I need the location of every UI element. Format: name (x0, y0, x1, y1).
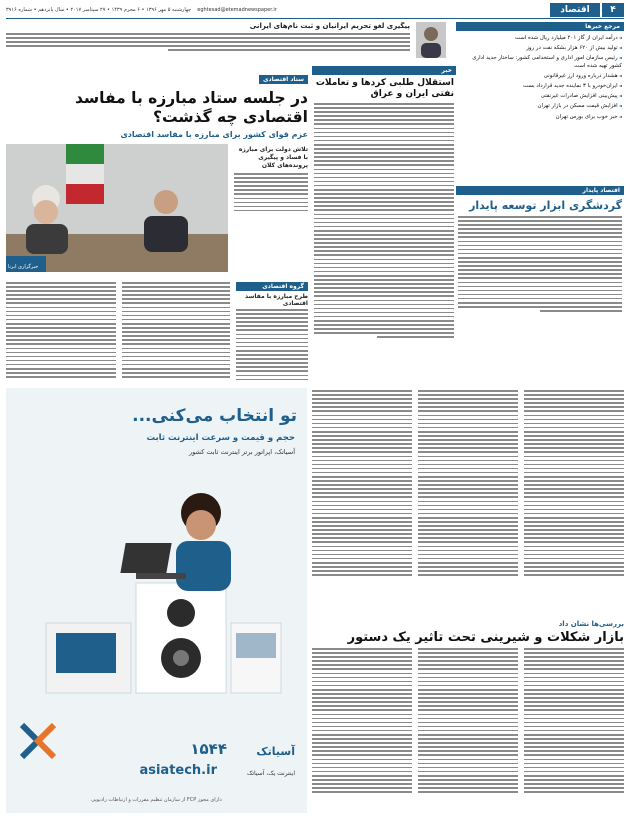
continuation-columns (312, 390, 624, 615)
asiatech-advertisement[interactable] (6, 388, 307, 813)
iran-iraq-section-bar: خبر (312, 66, 456, 75)
meeting-photo-icon (6, 144, 228, 272)
page-header (6, 3, 624, 17)
ad-subtitle: حجم و قیمت و سرعت اینترنت ثابت (146, 433, 295, 443)
bottom-col-1 (524, 648, 624, 793)
page-number: ۴ (602, 3, 624, 17)
side-note-body (234, 173, 308, 211)
ad-title: تو انتخاب می‌کنی... (132, 406, 297, 426)
main-kicker: ستاد اقتصادی (259, 75, 308, 84)
ad-url[interactable]: asiatech.ir (139, 763, 217, 778)
top-story-title: پیگیری لغو تحریم ایرانیان و ثبت نام‌های ایرانی (249, 22, 410, 30)
iran-iraq-title: استقلال طلبی کردها و تعاملات نفتی ایران و عراق (315, 78, 454, 99)
ad-slogan: اینترنت یک، آسیاتک (247, 770, 295, 777)
author-photo (416, 22, 446, 58)
bottom-kicker: بررسی‌ها نشان داد (558, 620, 624, 628)
tourism-section-bar: اقتصاد پایدار (456, 186, 624, 195)
ad-brand: آسیاتک (256, 745, 295, 758)
ad-subtitle-2: آسیاتک، اپراتور برتر اینترنت ثابت کشور (188, 448, 295, 456)
tourism-body (456, 216, 624, 312)
iran-iraq-article (312, 66, 456, 386)
list-item[interactable]: ◄ افزایش قیمت مسکن در بازار تهران (458, 102, 622, 110)
header-email[interactable]: eghtesad@etemadnewspaper.ir (197, 7, 277, 13)
main-story (6, 66, 308, 276)
opinion-box (236, 282, 308, 380)
opinion-section-bar: گروه اقتصادی (236, 282, 308, 291)
ad-footer: دارای مجوز FCP از سازمان تنظیم مقررات و ارتباطات رادیویی (91, 797, 222, 803)
header-divider (6, 18, 624, 19)
bottom-headline: بازار شکلات و شیرینی تحت تاثیر یک دستور (347, 630, 624, 645)
headlines-list (456, 31, 624, 126)
top-story-body (6, 33, 410, 51)
tourism-article (456, 186, 624, 386)
cont-col-2 (418, 390, 518, 576)
opinion-body (236, 309, 308, 380)
main-body-col-3 (6, 282, 116, 378)
bottom-col-3 (312, 648, 412, 793)
headlines-section-bar: مرجع خبرها (456, 22, 624, 31)
list-item[interactable]: ◄ خبر خوب برای بورس تهران (458, 113, 622, 121)
list-item[interactable]: ◄ درآمد ایران از گاز ۲۰۱ میلیارد ریال شده است (458, 34, 622, 42)
ad-phone[interactable]: ۱۵۴۴ (190, 740, 227, 758)
photo-caption: خبرگزاری ایرنا (8, 264, 39, 270)
main-photo (6, 144, 228, 272)
list-item[interactable]: ◄ تولید بیش از ۶۲۰ هزار بشکه نفت در روز (458, 44, 622, 52)
main-subtitle: عزم قوای کشور برای مبارزه با مفاسد اقتصادی (120, 130, 308, 139)
asiatech-logo-icon (18, 721, 58, 761)
cont-col-1 (524, 390, 624, 576)
main-headline: در جلسه ستاد مبارزه با مفاسد اقتصادی چه گذشت؟ (74, 89, 308, 126)
list-item[interactable]: ◄ رئیس سازمان امور اداری و استخدامی کشور: ساختار جدید اداری کشور تهیه شده است (458, 54, 622, 69)
list-item[interactable]: ◄ هشدار درباره ورود ارز غیرقانونی (458, 72, 622, 80)
main-side-note (234, 146, 308, 211)
tourism-title: گردشگری ابزار توسعه پایدار (469, 199, 622, 212)
list-item[interactable]: ◄ پیش‌بینی افزایش صادرات غیرنفتی (458, 92, 622, 100)
cont-col-3 (312, 390, 412, 576)
news-headlines (456, 22, 624, 182)
main-body (6, 282, 308, 384)
section-label: اقتصاد (550, 3, 600, 17)
main-body-col-2 (122, 282, 230, 378)
opinion-title: طرح مبارزه با مفاسد اقتصادی (245, 293, 308, 307)
bottom-col-2 (418, 648, 518, 793)
list-item[interactable]: ◄ ایران‌خودرو با ۳ نماینده جدید قرارداد بست (458, 82, 622, 90)
header-date: چهارشنبه ۵ مهر ۱۳۹۶ • ۶ محرم ۱۴۳۹ • ۲۷ سپتامبر ۲۰۱۷ • سال پانزدهم • شماره ۳۹۱۶ (6, 7, 192, 13)
person-icon (416, 22, 446, 58)
side-note-text: تلاش دولت برای مبارزه با فساد و پیگیری پرونده‌های کلان (238, 146, 308, 169)
bottom-story (312, 620, 624, 815)
top-story (6, 22, 446, 62)
iran-iraq-body (312, 103, 456, 338)
ad-illustration-icon (26, 473, 286, 703)
